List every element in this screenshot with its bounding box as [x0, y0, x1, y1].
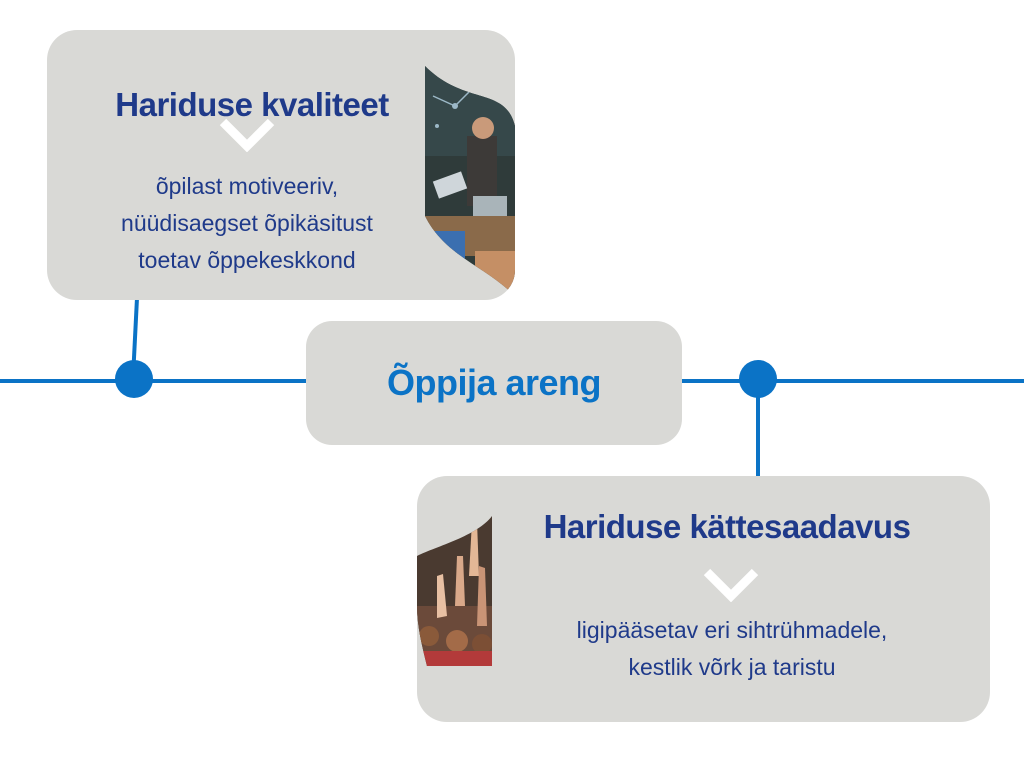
node-quality — [115, 360, 153, 398]
quality-desc-line: toetav õppekeskkond — [138, 247, 356, 273]
center-card — [306, 321, 682, 445]
raised-hands-photo — [417, 516, 497, 666]
classroom-teacher-photo — [425, 66, 515, 296]
quality-description — [77, 168, 417, 279]
quality-desc-line: nüüdisaegset õpikäsitust — [121, 210, 373, 236]
chevron-down-icon — [219, 116, 275, 152]
card-access — [417, 476, 990, 722]
node-access — [739, 360, 777, 398]
access-title: Hariduse kättesaadavus — [543, 508, 911, 545]
chevron-down-icon — [703, 566, 759, 602]
access-description — [527, 612, 937, 686]
access-desc-line: kestlik võrk ja taristu — [628, 654, 836, 680]
quality-title: Hariduse kvaliteet — [115, 86, 389, 123]
quality-desc-line: õpilast motiveeriv, — [155, 173, 339, 199]
access-desc-line: ligipääsetav eri sihtrühmadele, — [576, 617, 888, 643]
center-title: Õppija areng — [386, 362, 602, 403]
card-quality — [47, 30, 515, 300]
